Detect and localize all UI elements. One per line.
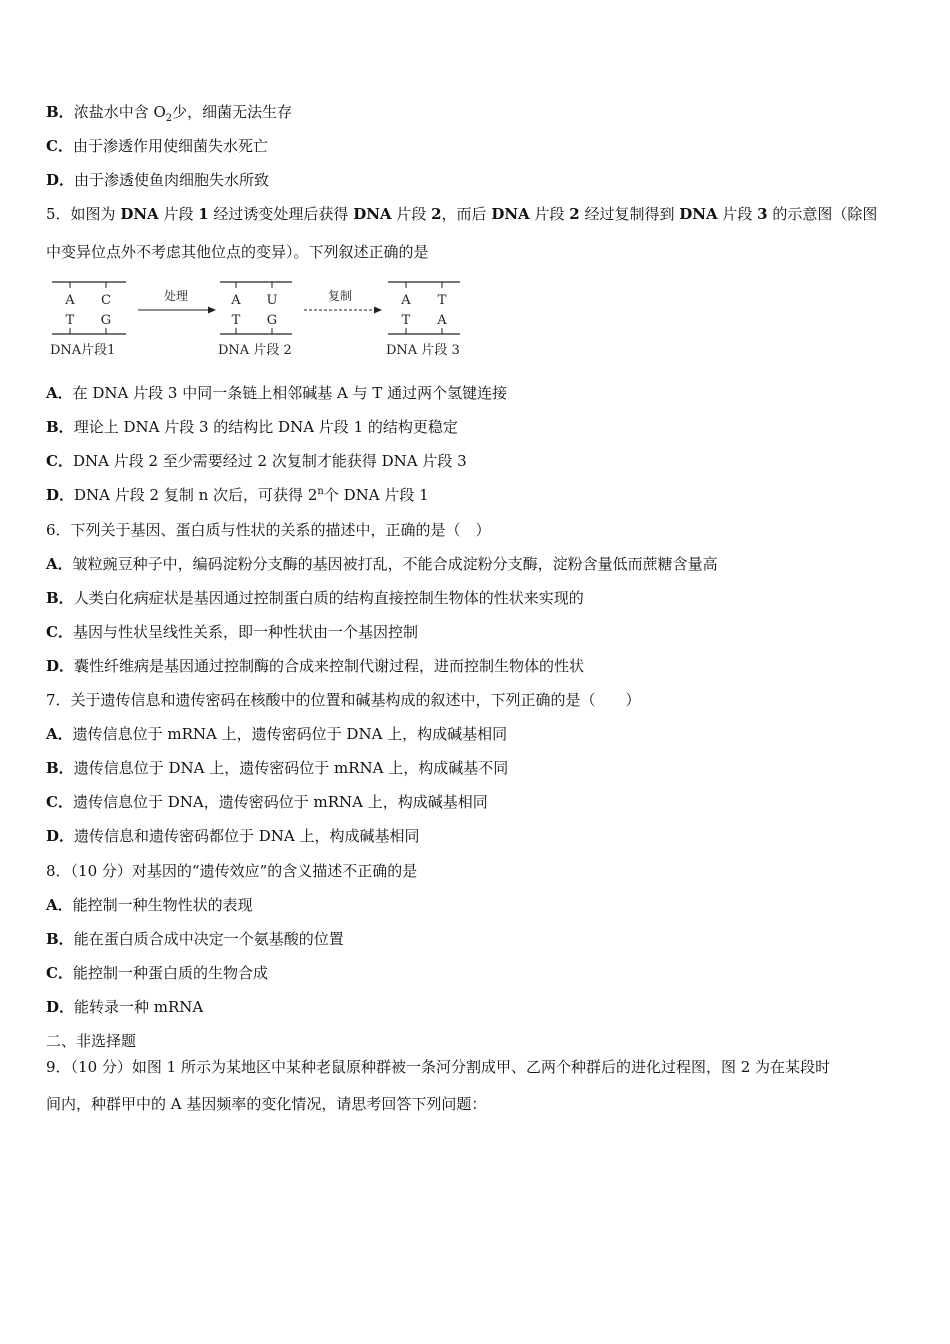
stem-text: 3	[757, 205, 768, 223]
q5-option-c	[46, 451, 467, 471]
option-letter: A．	[46, 896, 73, 914]
base-label: G	[266, 313, 278, 328]
base-label: G	[100, 313, 112, 328]
option-text-tail: 少，细菌无法生存	[172, 103, 293, 121]
stem-text: 5．如图为	[46, 205, 121, 223]
q5-stem-line2: 中变异位点外不考虑其他位点的变异）。下列叙述正确的是	[46, 243, 429, 261]
stem-text: 片段	[529, 205, 570, 223]
arrow-label: 复制	[327, 289, 353, 303]
stem-text: 片段	[717, 205, 758, 223]
option-text: 基因与性状呈线性关系，即一种性状由一个基因控制	[72, 623, 418, 641]
processing-arrow	[138, 288, 216, 314]
option-letter: C．	[46, 137, 73, 155]
arrow-label: 处理	[163, 289, 189, 303]
option-text: 人类白化病症状是基因通过控制蛋白质的结构直接控制生物体的性状来实现的	[73, 589, 584, 607]
stem-text: 的示意图（除图	[767, 205, 878, 223]
option-letter: D．	[46, 486, 75, 504]
option-text: DNA 片段 2 至少需要经过 2 次复制才能获得 DNA 片段 3	[72, 452, 467, 470]
q7-option-d	[46, 826, 420, 846]
q5-option-b	[46, 417, 458, 437]
option-letter: C．	[46, 623, 73, 641]
stem-text: 2	[431, 205, 442, 223]
q8-option-b	[46, 929, 344, 949]
option-text: 由于渗透作用使细菌失水死亡	[72, 137, 268, 155]
q9-stem-line2: 间内，种群甲中的 A 基因频率的变化情况，请思考回答下列问题：	[46, 1095, 487, 1113]
option-text: 遗传信息位于 DNA 上，遗传密码位于 mRNA 上，构成碱基不同	[73, 759, 509, 777]
option-letter: A．	[46, 384, 73, 402]
base-label: A	[437, 313, 447, 328]
q8-option-d	[46, 997, 203, 1017]
section-heading: 二、非选择题	[46, 1032, 137, 1050]
stem-text: DNA	[679, 205, 718, 223]
fragment-label: DNA 片段 2	[218, 343, 292, 358]
q4-option-c	[46, 136, 268, 156]
option-letter: B．	[46, 759, 74, 777]
q8-option-a	[46, 895, 253, 915]
stem-text: 片段	[158, 205, 199, 223]
option-text: 浓盐水中含 O	[73, 103, 166, 121]
option-text-tail: 个 DNA 片段 1	[323, 486, 429, 504]
stem-text: 2	[569, 205, 580, 223]
option-text: 在 DNA 片段 3 中同一条链上相邻碱基 A 与 T 通过两个氢键连接	[72, 384, 508, 402]
q7-option-b	[46, 758, 508, 778]
q5-option-a	[46, 383, 507, 403]
q6-option-d	[46, 656, 584, 676]
q8-stem: 8．（10 分）对基因的“遗传效应”的含义描述不正确的是	[46, 862, 418, 880]
superscript: n	[317, 486, 324, 497]
q6-stem: 6．下列关于基因、蛋白质与性状的关系的描述中，正确的是（ ）	[46, 521, 491, 539]
stem-text: DNA	[491, 205, 530, 223]
q8-option-c	[46, 963, 268, 983]
stem-text: 片段	[391, 205, 432, 223]
replication-arrow	[304, 288, 382, 314]
q7-option-c	[46, 792, 488, 812]
q5-stem-line1	[46, 204, 877, 224]
base-label: A	[231, 293, 241, 308]
option-text: 能转录一种 mRNA	[74, 998, 204, 1016]
option-letter: D．	[46, 827, 75, 845]
q7-stem: 7．关于遗传信息和遗传密码在核酸中的位置和碱基构成的叙述中，下列正确的是（ ）	[46, 691, 641, 709]
option-text: DNA 片段 2 复制 n 次后，可获得 2	[74, 486, 318, 504]
option-text: 能控制一种生物性状的表现	[72, 896, 253, 914]
q5-option-d	[46, 485, 429, 505]
stem-text: DNA	[353, 205, 392, 223]
dna-fragment-diagram	[46, 278, 476, 362]
option-text: 能控制一种蛋白质的生物合成	[72, 964, 268, 982]
base-label: T	[65, 313, 75, 328]
fragment-label: DNA片段1	[50, 343, 116, 358]
q6-option-a	[46, 554, 718, 574]
option-letter: C．	[46, 964, 73, 982]
option-letter: D．	[46, 657, 75, 675]
option-letter: D．	[46, 171, 75, 189]
q7-option-a	[46, 724, 507, 744]
option-letter: A．	[46, 555, 73, 573]
q4-option-d	[46, 170, 269, 190]
option-text: 理论上 DNA 片段 3 的结构比 DNA 片段 1 的结构更稳定	[73, 418, 458, 436]
stem-text: DNA	[120, 205, 159, 223]
stem-text: ，而后	[441, 205, 492, 223]
fragment-label: DNA 片段 3	[386, 343, 460, 358]
option-text: 能在蛋白质合成中决定一个氨基酸的位置	[73, 930, 344, 948]
dna-fragment-1	[50, 282, 126, 358]
option-text: 遗传信息位于 DNA，遗传密码位于 mRNA 上，构成碱基相同	[72, 793, 488, 811]
option-letter: C．	[46, 793, 73, 811]
subscript: 2	[165, 113, 173, 124]
option-letter: D．	[46, 998, 75, 1016]
q6-option-c	[46, 622, 418, 642]
option-text: 遗传信息和遗传密码都位于 DNA 上，构成碱基相同	[74, 827, 420, 845]
q6-option-b	[46, 588, 584, 608]
option-text: 皱粒豌豆种子中，编码淀粉分支酶的基因被打乱，不能合成淀粉分支酶，淀粉含量低而蔗糖含量高	[72, 555, 718, 573]
option-letter: B．	[46, 930, 74, 948]
option-text: 遗传信息位于 mRNA 上，遗传密码位于 DNA 上，构成碱基相同	[72, 725, 508, 743]
dna-fragment-3	[386, 282, 460, 358]
option-letter: C．	[46, 452, 73, 470]
q9-stem-line1: 9．（10 分）如图 1 所示为某地区中某种老鼠原种群被一条河分割成甲、乙两个种群后的进化过程图，图 2 为在某段时	[46, 1058, 831, 1076]
base-label: C	[101, 293, 111, 308]
base-label: T	[401, 313, 411, 328]
option-text: 由于渗透使鱼肉细胞失水所致	[74, 171, 270, 189]
stem-text: 经过复制得到	[579, 205, 680, 223]
stem-text: 1	[198, 205, 209, 223]
q4-option-b	[46, 102, 292, 122]
base-label: U	[266, 293, 278, 308]
option-letter: B．	[46, 418, 74, 436]
base-label: A	[65, 293, 75, 308]
option-text: 囊性纤维病是基因通过控制酶的合成来控制代谢过程，进而控制生物体的性状	[74, 657, 585, 675]
option-letter: B．	[46, 589, 74, 607]
dna-fragment-2	[218, 282, 292, 358]
option-letter: A．	[46, 725, 73, 743]
base-label: T	[437, 293, 447, 308]
stem-text: 经过诱变处理后获得	[208, 205, 354, 223]
base-label: A	[401, 293, 411, 308]
option-letter: B．	[46, 103, 74, 121]
base-label: T	[231, 313, 241, 328]
